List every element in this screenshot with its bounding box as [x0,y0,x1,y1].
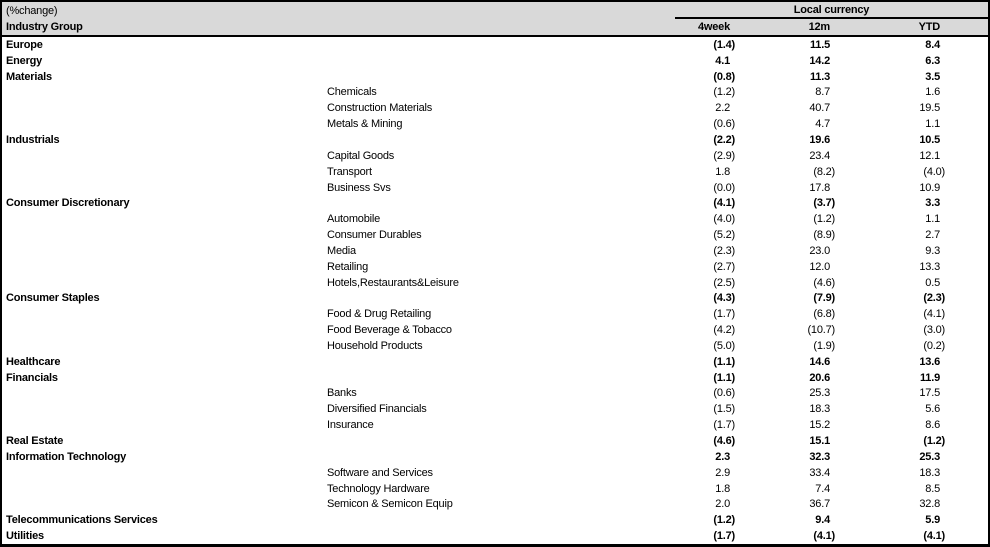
table-row [2,338,988,354]
value-cell: 1.1 [925,213,940,226]
value-cell: (8.9) [813,229,835,242]
value-cell: (1.2) [713,86,735,99]
value-cell: 8.5 [925,482,940,495]
value-cell: 5.9 [925,514,940,527]
table-row [2,275,988,291]
value-cell: 32.3 [809,450,830,463]
table-row [2,132,988,148]
value-cell: (7.9) [813,292,835,305]
value-cell: (4.3) [713,292,735,305]
value-cell: 5.6 [925,403,940,416]
value-cell: (4.6) [713,435,735,448]
value-cell: 13.3 [919,260,940,273]
table-row [2,211,988,227]
industry-group-header: Industry Group [6,21,83,33]
value-cell: 17.5 [919,387,940,400]
header-row-columns [2,19,988,35]
value-cell: 32.8 [919,498,940,511]
value-cell: 18.3 [809,403,830,416]
value-cell: 2.7 [925,229,940,242]
table-row [2,354,988,370]
value-cell: 8.7 [815,86,830,99]
local-currency-label: Local currency [675,2,988,19]
value-cell: 10.9 [919,181,940,194]
industry-label: Financials [6,371,58,384]
industry-label: Semicon & Semicon Equip [327,498,453,511]
value-cell: (5.0) [713,339,735,352]
value-cell: 7.4 [815,482,830,495]
value-cell: (2.9) [713,149,735,162]
industry-label: Consumer Durables [327,229,422,242]
value-cell: 2.2 [715,102,730,115]
industry-label: Retailing [327,260,369,273]
value-cell: (2.7) [713,260,735,273]
value-cell: (0.6) [713,387,735,400]
value-cell: (4.1) [813,530,835,543]
value-cell: 2.0 [715,498,730,511]
value-cell: (1.2) [713,514,735,527]
value-cell: (1.7) [713,530,735,543]
value-cell: 4.7 [815,118,830,131]
industry-label: Software and Services [327,466,433,479]
value-cell: (1.7) [713,419,735,432]
table-row [2,306,988,322]
value-cell: (10.7) [807,324,835,337]
industry-label: Real Estate [6,435,64,448]
table-row [2,433,988,449]
header-row-currency [2,2,988,19]
value-cell: 19.6 [809,133,830,146]
industry-label: Household Products [327,339,423,352]
value-cell: 2.9 [715,466,730,479]
table-row [2,85,988,101]
value-cell: 1.6 [925,86,940,99]
industry-label: Food & Drug Retailing [327,308,432,321]
value-cell: (8.2) [813,165,835,178]
value-cell: (2.2) [713,133,735,146]
value-cell: (4.0) [713,213,735,226]
value-cell: 14.2 [809,54,830,67]
table-row [2,164,988,180]
value-cell: 11.5 [809,38,830,51]
value-cell: 8.6 [925,419,940,432]
industry-label: Banks [327,387,357,400]
value-cell: 9.3 [925,244,940,257]
table-row [2,481,988,497]
industry-label: Capital Goods [327,149,395,162]
value-cell: 4.1 [715,54,730,67]
value-cell: (4.1) [923,530,945,543]
industry-label: Insurance [327,419,374,432]
value-cell: 11.3 [809,70,830,83]
industry-label: Consumer Discretionary [6,197,130,210]
table-row [2,37,988,53]
value-cell: (3.0) [923,324,945,337]
industry-label: Hotels,Restaurants&Leisure [327,276,459,289]
value-cell: (4.1) [923,308,945,321]
table-row [2,195,988,211]
value-cell: 23.4 [809,149,830,162]
value-cell: 40.7 [809,102,830,115]
table-row [2,259,988,275]
industry-label: Telecommunications Services [6,514,158,527]
value-cell: 17.8 [809,181,830,194]
percent-change-label: (%change) [6,4,58,17]
value-cell: 23.0 [809,244,830,257]
table-row [2,180,988,196]
value-cell: (2.5) [713,276,735,289]
value-cell: (2.3) [713,244,735,257]
value-cell: 3.3 [925,197,940,210]
table-row [2,465,988,481]
value-cell: 15.2 [809,419,830,432]
value-cell: 19.5 [919,102,940,115]
value-cell: 33.4 [809,466,830,479]
industry-label: Energy [6,54,43,67]
table-row [2,401,988,417]
value-cell: 13.6 [919,355,940,368]
table-row [2,243,988,259]
industry-label: Information Technology [6,450,127,463]
value-cell: 15.1 [809,435,830,448]
industry-label: Metals & Mining [327,118,403,131]
table-row [2,496,988,512]
table-body [2,37,988,544]
industry-label: Materials [6,70,52,83]
value-cell: (1.9) [813,339,835,352]
industry-label: Construction Materials [327,102,433,115]
value-cell: 12.1 [919,149,940,162]
industry-label: Healthcare [6,355,61,368]
industry-label: Industrials [6,133,60,146]
column-header-4week: 4week [697,21,730,33]
value-cell: 9.4 [815,514,830,527]
industry-label: Chemicals [327,86,377,99]
value-cell: (0.8) [713,70,735,83]
table-header [2,2,988,37]
table-row [2,512,988,528]
value-cell: 11.9 [919,371,940,384]
value-cell: (1.2) [813,213,835,226]
industry-label: Media [327,244,356,257]
industry-label: Transport [327,165,372,178]
value-cell: 3.5 [925,70,940,83]
table-row [2,69,988,85]
value-cell: (0.0) [713,181,735,194]
value-cell: 0.5 [925,276,940,289]
value-cell: 6.3 [925,54,940,67]
table-row [2,53,988,69]
value-cell: (0.6) [713,118,735,131]
table-row [2,386,988,402]
value-cell: (1.7) [713,308,735,321]
value-cell: (5.2) [713,229,735,242]
value-cell: (1.5) [713,403,735,416]
table-row [2,322,988,338]
value-cell: (0.2) [923,339,945,352]
value-cell: 20.6 [809,371,830,384]
table-row [2,449,988,465]
table-row [2,528,988,544]
value-cell: 18.3 [919,466,940,479]
value-cell: 36.7 [809,498,830,511]
table-row [2,148,988,164]
industry-label: Consumer Staples [6,292,100,305]
value-cell: (6.8) [813,308,835,321]
value-cell: 1.1 [925,118,940,131]
value-cell: 14.6 [809,355,830,368]
value-cell: (4.1) [713,197,735,210]
table-row [2,227,988,243]
industry-label: Diversified Financials [327,403,427,416]
value-cell: (2.3) [923,292,945,305]
table-row [2,370,988,386]
value-cell: (4.0) [923,165,945,178]
table-row [2,100,988,116]
value-cell: 8.4 [925,38,940,51]
value-cell: 1.8 [715,165,730,178]
value-cell: 1.8 [715,482,730,495]
value-cell: (4.2) [713,324,735,337]
value-cell: (4.6) [813,276,835,289]
value-cell: (1.1) [713,371,735,384]
value-cell: 25.3 [919,450,940,463]
value-cell: 2.3 [715,450,730,463]
industry-label: Technology Hardware [327,482,430,495]
industry-label: Food Beverage & Tobacco [327,324,452,337]
value-cell: (1.1) [713,355,735,368]
industry-label: Europe [6,38,43,51]
table-row [2,417,988,433]
column-header-12m: 12m [808,21,830,33]
value-cell: (1.4) [713,38,735,51]
value-cell: (1.2) [923,435,945,448]
value-cell: 25.3 [809,387,830,400]
value-cell: 10.5 [919,133,940,146]
industry-label: Business Svs [327,181,391,194]
industry-label: Utilities [6,530,44,543]
table-row [2,291,988,307]
column-header-ytd: YTD [918,21,940,33]
table-row [2,116,988,132]
industry-label: Automobile [327,213,381,226]
value-cell: (3.7) [813,197,835,210]
value-cell: 12.0 [809,260,830,273]
